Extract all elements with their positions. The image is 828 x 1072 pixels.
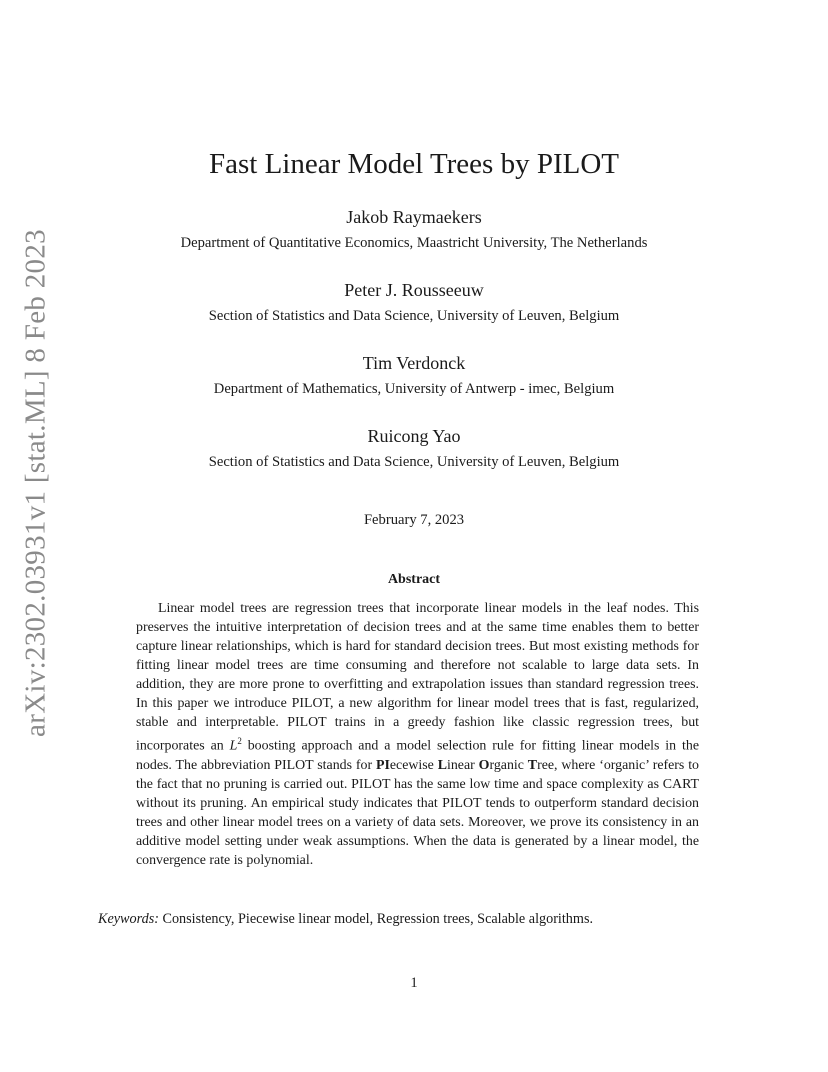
keywords-label: Keywords: — [98, 911, 159, 927]
author-name: Jakob Raymaekers — [346, 207, 482, 227]
acronym-letter: T — [527, 757, 538, 773]
author-affiliation: Department of Mathematics, University of Antwerp - imec, Belgium — [213, 381, 615, 397]
acronym-rest: rganic — [489, 757, 528, 773]
author-affiliation: Section of Statistics and Data Science, University of Leuven, Belgium — [208, 454, 620, 470]
acronym-rest: ecewise — [389, 757, 438, 773]
acronym-letter: L — [437, 757, 447, 773]
acronym-rest: inear — [446, 757, 479, 773]
author-block-4 — [0, 425, 828, 471]
abstract-heading: Abstract — [387, 572, 441, 587]
author-affiliation: Section of Statistics and Data Science, University of Leuven, Belgium — [208, 308, 620, 324]
author-block-3 — [0, 352, 828, 398]
publication-date: February 7, 2023 — [363, 512, 465, 528]
acronym-letter: O — [478, 757, 490, 773]
arxiv-identifier-stamp — [19, 229, 52, 737]
abstract-body — [136, 599, 699, 870]
acronym-letter: PI — [375, 757, 390, 773]
author-block-1 — [0, 206, 828, 252]
author-block-2 — [0, 279, 828, 325]
arxiv-stamp-text: arXiv:2302.03931v1 [stat.ML] 8 Feb 2023 — [19, 229, 52, 737]
author-affiliation: Department of Quantitative Economics, Maastricht University, The Netherlands — [180, 235, 648, 251]
author-name: Ruicong Yao — [367, 426, 461, 446]
math-superscript: 2 — [237, 736, 242, 746]
math-symbol: L — [229, 738, 238, 754]
abstract-text: Linear model trees are regression trees that incorporate linear models in the leaf nodes. This preserves the intuitive interpretation of decision trees and at the same time enables them to better capture linear relationships, which is hard for standard decision trees. But most existing methods for fitting linear model trees are time consuming and therefore not scalable to large data sets. In addition, they are more prone to overfitting and extrapolation issues than standard regression trees. In this paper we introduce PILOT, a new algorithm for linear model trees that is fast, regularized, stable and interpretable. PILOT trains in a greedy fashion like classic regression trees, but incorporates an — [136, 601, 699, 754]
keywords — [98, 910, 738, 929]
keywords-text: Consistency, Piecewise linear model, Regression trees, Scalable algorithms. — [158, 911, 594, 927]
author-name: Tim Verdonck — [362, 353, 466, 373]
abstract-text: , where ‘organic’ refers to the fact that no pruning is carried out. PILOT has the same low time and space complexity as CART without its pruning. An empirical study indicates that PILOT tends to outperform standard decision trees and other linear model trees on a variety of data sets. Moreover, we prove its consistency in an additive model setting under weak assumptions. When the data is generated by a linear model, the convergence rate is polynomial. — [136, 757, 700, 868]
page-number: 1 — [410, 975, 418, 991]
paper-title: Fast Linear Model Trees by PILOT — [209, 148, 619, 180]
acronym-rest: ree — [537, 757, 555, 773]
abstract-text: boosting approach and a model selection rule for fitting linear models in the nodes. The abbreviation PILOT stands for — [136, 738, 699, 773]
author-name: Peter J. Rousseeuw — [344, 280, 484, 300]
